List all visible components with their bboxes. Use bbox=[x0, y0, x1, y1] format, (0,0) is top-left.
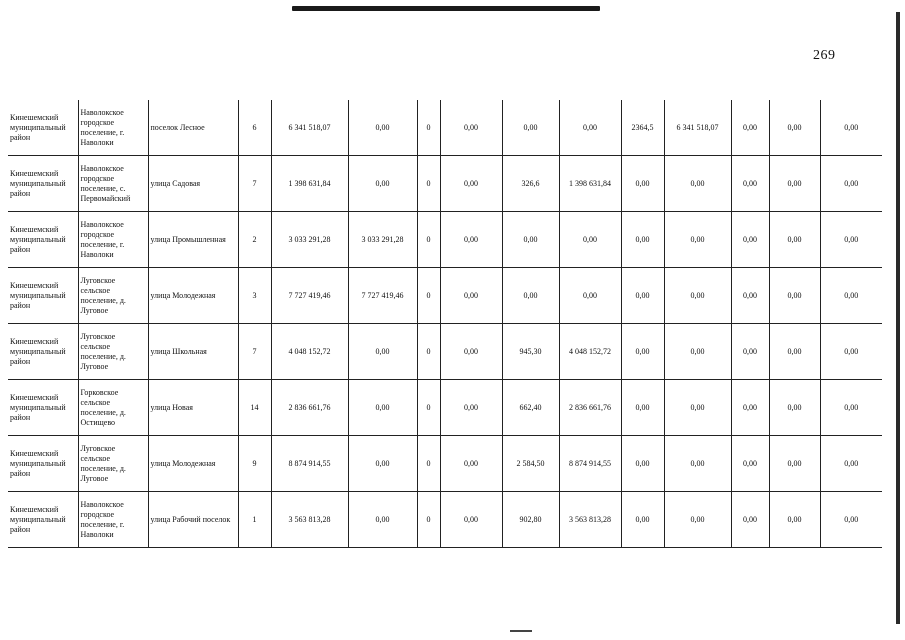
scan-artifact-top-bar bbox=[292, 6, 600, 11]
amount-col-9-cell: 0,00 bbox=[731, 492, 769, 548]
amount-col-8-cell: 6 341 518,07 bbox=[664, 100, 731, 156]
house-number-cell: 14 bbox=[238, 380, 271, 436]
page-number: 269 bbox=[813, 48, 836, 63]
table-row bbox=[8, 268, 882, 324]
amount-col-8-cell: 0,00 bbox=[664, 492, 731, 548]
amount-col-6-cell: 4 048 152,72 bbox=[559, 324, 621, 380]
amount-col-4-cell: 0,00 bbox=[440, 268, 502, 324]
settlement-cell: Наволокское городское поселение, г. Наволоки bbox=[78, 492, 148, 548]
amount-col-10-cell: 0,00 bbox=[769, 156, 820, 212]
house-number-cell: 3 bbox=[238, 268, 271, 324]
settlement-cell: Луговское сельское поселение, д. Луговое bbox=[78, 436, 148, 492]
amount-col-3-cell: 0 bbox=[417, 324, 440, 380]
amount-col-4-cell: 0,00 bbox=[440, 100, 502, 156]
amount-total-cell: 3 563 813,28 bbox=[271, 492, 348, 548]
area-value-cell: 326,6 bbox=[502, 156, 559, 212]
settlement-cell: Наволокское городское поселение, г. Наволоки bbox=[78, 100, 148, 156]
area-value-cell: 2 584,50 bbox=[502, 436, 559, 492]
amount-col-11-cell: 0,00 bbox=[820, 100, 882, 156]
table-row bbox=[8, 156, 882, 212]
amount-col-11-cell: 0,00 bbox=[820, 436, 882, 492]
amount-col-10-cell: 0,00 bbox=[769, 380, 820, 436]
table-row bbox=[8, 324, 882, 380]
amount-col-9-cell: 0,00 bbox=[731, 268, 769, 324]
amount-col-3-cell: 0 bbox=[417, 492, 440, 548]
street-cell: улица Промышленная bbox=[148, 212, 238, 268]
amount-col-6-cell: 2 836 661,76 bbox=[559, 380, 621, 436]
area-value-cell: 0,00 bbox=[502, 100, 559, 156]
district-cell: Кинешемский муниципальный район bbox=[8, 380, 78, 436]
amount-col-7-cell: 0,00 bbox=[621, 212, 664, 268]
district-cell: Кинешемский муниципальный район bbox=[8, 492, 78, 548]
amount-col-4-cell: 0,00 bbox=[440, 324, 502, 380]
street-cell: поселок Лесное bbox=[148, 100, 238, 156]
amount-col-8-cell: 0,00 bbox=[664, 268, 731, 324]
house-number-cell: 2 bbox=[238, 212, 271, 268]
district-cell: Кинешемский муниципальный район bbox=[8, 156, 78, 212]
street-cell: улица Рабочий поселок bbox=[148, 492, 238, 548]
district-cell: Кинешемский муниципальный район bbox=[8, 100, 78, 156]
table-row bbox=[8, 492, 882, 548]
settlement-cell: Наволокское городское поселение, с. Первомайский bbox=[78, 156, 148, 212]
amount-col-10-cell: 0,00 bbox=[769, 436, 820, 492]
amount-col-4-cell: 0,00 bbox=[440, 492, 502, 548]
amount-col-9-cell: 0,00 bbox=[731, 436, 769, 492]
district-cell: Кинешемский муниципальный район bbox=[8, 212, 78, 268]
amount-col-2-cell: 0,00 bbox=[348, 436, 417, 492]
amount-col-2-cell: 3 033 291,28 bbox=[348, 212, 417, 268]
amount-col-10-cell: 0,00 bbox=[769, 324, 820, 380]
amount-col-2-cell: 0,00 bbox=[348, 100, 417, 156]
amount-col-10-cell: 0,00 bbox=[769, 268, 820, 324]
amount-col-6-cell: 1 398 631,84 bbox=[559, 156, 621, 212]
table-row bbox=[8, 100, 882, 156]
amount-col-6-cell: 3 563 813,28 bbox=[559, 492, 621, 548]
amount-col-2-cell: 0,00 bbox=[348, 156, 417, 212]
amount-total-cell: 6 341 518,07 bbox=[271, 100, 348, 156]
scan-artifact-bottom-mark bbox=[510, 630, 532, 632]
amount-total-cell: 2 836 661,76 bbox=[271, 380, 348, 436]
amount-col-8-cell: 0,00 bbox=[664, 324, 731, 380]
district-cell: Кинешемский муниципальный район bbox=[8, 324, 78, 380]
amount-col-7-cell: 0,00 bbox=[621, 324, 664, 380]
amount-col-3-cell: 0 bbox=[417, 156, 440, 212]
amount-col-8-cell: 0,00 bbox=[664, 212, 731, 268]
area-value-cell: 662,40 bbox=[502, 380, 559, 436]
amount-col-11-cell: 0,00 bbox=[820, 268, 882, 324]
amount-col-10-cell: 0,00 bbox=[769, 100, 820, 156]
table-row bbox=[8, 212, 882, 268]
amount-col-10-cell: 0,00 bbox=[769, 492, 820, 548]
house-number-cell: 7 bbox=[238, 324, 271, 380]
amount-total-cell: 1 398 631,84 bbox=[271, 156, 348, 212]
amount-col-2-cell: 7 727 419,46 bbox=[348, 268, 417, 324]
amount-col-8-cell: 0,00 bbox=[664, 380, 731, 436]
amount-col-11-cell: 0,00 bbox=[820, 492, 882, 548]
scan-artifact-right-edge bbox=[896, 12, 900, 624]
amount-col-9-cell: 0,00 bbox=[731, 100, 769, 156]
street-cell: улица Новая bbox=[148, 380, 238, 436]
amount-col-3-cell: 0 bbox=[417, 100, 440, 156]
amount-col-2-cell: 0,00 bbox=[348, 380, 417, 436]
area-value-cell: 945,30 bbox=[502, 324, 559, 380]
street-cell: улица Молодежная bbox=[148, 268, 238, 324]
street-cell: улица Молодежная bbox=[148, 436, 238, 492]
house-number-cell: 9 bbox=[238, 436, 271, 492]
amount-col-6-cell: 0,00 bbox=[559, 100, 621, 156]
district-cell: Кинешемский муниципальный район bbox=[8, 268, 78, 324]
amount-col-6-cell: 0,00 bbox=[559, 212, 621, 268]
amount-col-10-cell: 0,00 bbox=[769, 212, 820, 268]
street-cell: улица Школьная bbox=[148, 324, 238, 380]
amount-total-cell: 3 033 291,28 bbox=[271, 212, 348, 268]
amount-total-cell: 4 048 152,72 bbox=[271, 324, 348, 380]
amount-col-2-cell: 0,00 bbox=[348, 324, 417, 380]
amount-col-3-cell: 0 bbox=[417, 380, 440, 436]
amount-col-4-cell: 0,00 bbox=[440, 380, 502, 436]
amount-col-2-cell: 0,00 bbox=[348, 492, 417, 548]
house-number-cell: 1 bbox=[238, 492, 271, 548]
amount-col-8-cell: 0,00 bbox=[664, 156, 731, 212]
table-body bbox=[8, 100, 882, 548]
amount-col-9-cell: 0,00 bbox=[731, 212, 769, 268]
settlement-cell: Наволокское городское поселение, г. Наволоки bbox=[78, 212, 148, 268]
area-value-cell: 0,00 bbox=[502, 212, 559, 268]
amount-col-7-cell: 0,00 bbox=[621, 380, 664, 436]
settlement-cell: Луговское сельское поселение, д. Луговое bbox=[78, 268, 148, 324]
amount-col-6-cell: 8 874 914,55 bbox=[559, 436, 621, 492]
data-table bbox=[8, 100, 882, 548]
amount-col-9-cell: 0,00 bbox=[731, 380, 769, 436]
amount-col-4-cell: 0,00 bbox=[440, 156, 502, 212]
amount-col-3-cell: 0 bbox=[417, 212, 440, 268]
amount-col-7-cell: 2364,5 bbox=[621, 100, 664, 156]
amount-col-11-cell: 0,00 bbox=[820, 324, 882, 380]
district-cell: Кинешемский муниципальный район bbox=[8, 436, 78, 492]
amount-col-11-cell: 0,00 bbox=[820, 380, 882, 436]
table-row bbox=[8, 436, 882, 492]
amount-total-cell: 7 727 419,46 bbox=[271, 268, 348, 324]
area-value-cell: 902,80 bbox=[502, 492, 559, 548]
amount-col-4-cell: 0,00 bbox=[440, 436, 502, 492]
house-number-cell: 7 bbox=[238, 156, 271, 212]
amount-col-7-cell: 0,00 bbox=[621, 436, 664, 492]
amount-col-3-cell: 0 bbox=[417, 436, 440, 492]
settlement-cell: Луговское сельское поселение, д. Луговое bbox=[78, 324, 148, 380]
amount-col-4-cell: 0,00 bbox=[440, 212, 502, 268]
area-value-cell: 0,00 bbox=[502, 268, 559, 324]
amount-col-3-cell: 0 bbox=[417, 268, 440, 324]
amount-col-8-cell: 0,00 bbox=[664, 436, 731, 492]
settlement-cell: Горковское сельское поселение, д. Остищево bbox=[78, 380, 148, 436]
amount-col-7-cell: 0,00 bbox=[621, 156, 664, 212]
house-number-cell: 6 bbox=[238, 100, 271, 156]
amount-col-7-cell: 0,00 bbox=[621, 492, 664, 548]
amount-col-7-cell: 0,00 bbox=[621, 268, 664, 324]
street-cell: улица Садовая bbox=[148, 156, 238, 212]
amount-col-9-cell: 0,00 bbox=[731, 156, 769, 212]
table-row bbox=[8, 380, 882, 436]
amount-col-11-cell: 0,00 bbox=[820, 212, 882, 268]
amount-col-9-cell: 0,00 bbox=[731, 324, 769, 380]
amount-col-6-cell: 0,00 bbox=[559, 268, 621, 324]
amount-total-cell: 8 874 914,55 bbox=[271, 436, 348, 492]
amount-col-11-cell: 0,00 bbox=[820, 156, 882, 212]
